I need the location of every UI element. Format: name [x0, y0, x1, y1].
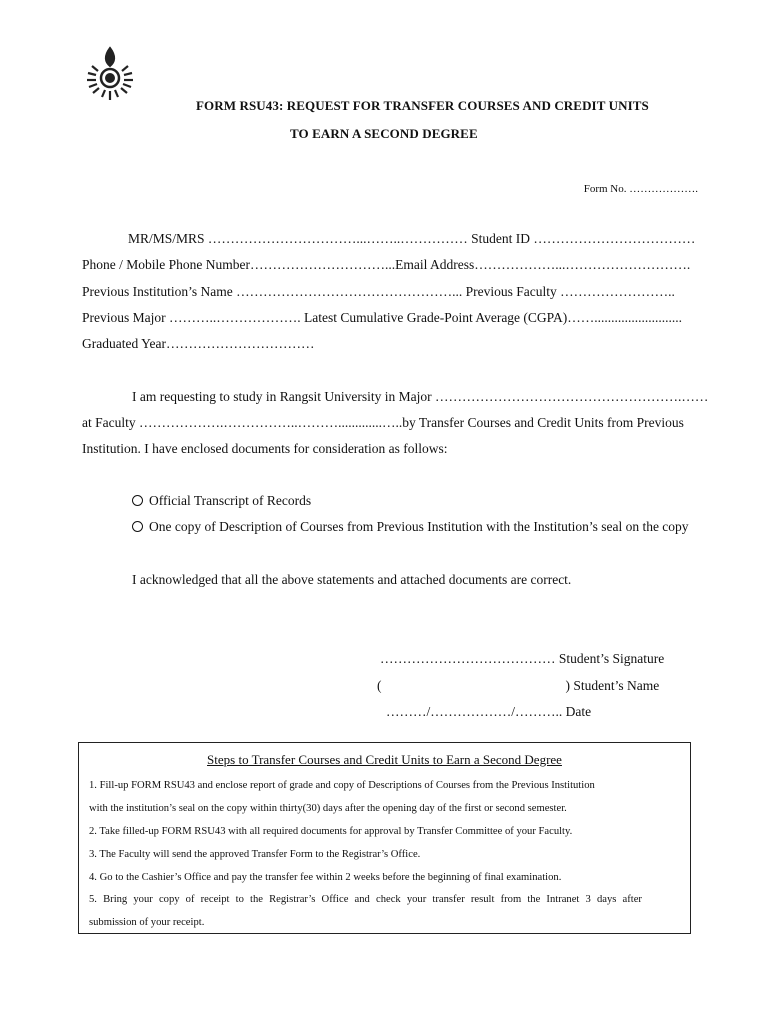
request-major-field[interactable]: I am requesting to study in Rangsit University in Major ……………………………………………….…… [132, 389, 709, 404]
phone-email-field[interactable]: Phone / Mobile Phone Number…………………………...Email Address………………...………………………. [82, 257, 691, 272]
step-5-continued: submission of your receipt. [89, 917, 205, 928]
name-open-paren: ( [377, 678, 382, 693]
checklist-item-transcript[interactable] [132, 493, 311, 509]
step-1-continued: with the institution’s seal on the copy within thirty(30) days after the opening day of the first or second semester. [89, 803, 567, 814]
university-logo-icon [78, 42, 142, 106]
form-number-field[interactable]: Form No. ………………. [583, 183, 698, 195]
steps-box [78, 742, 691, 934]
form-title-line2: TO EARN A SECOND DEGREE [290, 126, 478, 141]
checklist-label: Official Transcript of Records [149, 493, 312, 508]
date-field[interactable]: ………/………………/……….. Date [386, 704, 592, 719]
step-4: 4. Go to the Cashier’s Office and pay the transfer fee within 2 weeks before the beginning of final examination. [89, 872, 562, 883]
name-label: ) Student’s Name [565, 678, 660, 693]
name-student-id-field[interactable]: MR/MS/MRS ……………………………...……..…………… Student ID ……………………………… [128, 231, 696, 246]
request-text: Institution. I have enclosed documents for consideration as follows: [82, 441, 448, 456]
student-name-field[interactable] [377, 678, 659, 694]
checklist-item-course-description[interactable] [132, 519, 689, 535]
checklist-label: One copy of Description of Courses from Previous Institution with the Institution’s seal on the copy [149, 519, 689, 534]
acknowledgement-text: I acknowledged that all the above statements and attached documents are correct. [132, 572, 572, 587]
step-3: 3. The Faculty will send the approved Transfer Form to the Registrar’s Office. [89, 849, 421, 860]
major-cgpa-field[interactable]: Previous Major ………..………………. Latest Cumulative Grade-Point Average (CGPA)…….......................... [82, 310, 682, 325]
form-title-line1: FORM RSU43: REQUEST FOR TRANSFER COURSES AND CREDIT UNITS [196, 98, 649, 113]
step-1: 1. Fill-up FORM RSU43 and enclose report of grade and copy of Descriptions of Courses from the Previous Institution [89, 780, 595, 791]
graduated-year-field[interactable]: Graduated Year…………………………… [82, 336, 315, 351]
radio-circle-icon[interactable] [132, 521, 143, 532]
request-faculty-field[interactable]: at Faculty ……………….……………..……….............…..by Transfer Courses and Credit Units from Previous [82, 415, 684, 430]
student-signature-field[interactable]: ………………………………… Student’s Signature [380, 651, 665, 666]
radio-circle-icon[interactable] [132, 495, 143, 506]
institution-faculty-field[interactable]: Previous Institution’s Name …………………………………………... Previous Faculty …………………….. [82, 284, 675, 299]
steps-title: Steps to Transfer Courses and Credit Units to Earn a Second Degree [207, 752, 562, 767]
step-5: 5. Bring your copy of receipt to the Registrar’s Office and check your transfer result from the Intranet 3 days after [89, 894, 642, 905]
step-2: 2. Take filled-up FORM RSU43 with all required documents for approval by Transfer Committee of your Faculty. [89, 826, 573, 837]
